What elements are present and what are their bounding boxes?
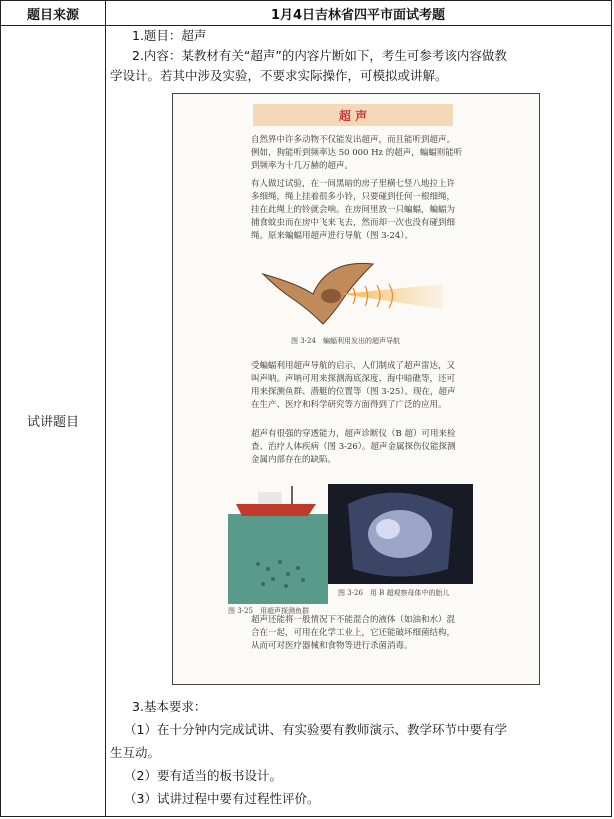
figure-3-26-caption: 图 3-26 用 B 超观察母体中的胎儿: [338, 589, 450, 597]
ship-fish-illustration: [228, 484, 328, 604]
row-label: 试讲题目: [1, 25, 106, 816]
textbook-paragraph-4: 超声有很强的穿透能力，超声诊断仪（B 超）可用来检查、治疗人体疾病（图 3-26）。超声金属探伤仪能探测金属内部存在的缺陷。: [251, 429, 456, 465]
ultrasound-image: [328, 484, 473, 584]
bat-illustration: [243, 254, 453, 334]
requirements-title: 3.基本要求：: [132, 699, 207, 714]
requirement-1-line-1: （1）在十分钟内完成试讲、有实验要有教师演示、教学环节中要有学: [124, 722, 507, 737]
figure-3-24-caption: 图 3-24 蝙蝠利用发出的超声导航: [291, 337, 400, 345]
source-value: 1月4日吉林省四平市面试考题: [270, 7, 446, 23]
textbook-paragraph-1: 自然界中许多动物不仅能发出超声，而且能听到超声。例如，狗能听到频率达 50 000 Hz 的超声，蝙蝠则能听到频率为十几万赫的超声。: [251, 135, 463, 171]
requirement-3: （3）试讲过程中要有过程性评价。: [124, 791, 320, 806]
desc-line-1: 2.内容：某教材有关“超声”的内容片断如下，考生可参考该内容做教: [132, 48, 507, 63]
source-label: 题目来源: [1, 1, 106, 25]
textbook-paragraph-5: 超声还能将一般情况下不能混合的液体（如油和水）混合在一起，可用在化学工业上，它还能破坏细菌结构，从而可对医疗器械和食物等进行杀菌消毒。: [251, 615, 456, 651]
topic-line: 1.题目：超声: [132, 28, 207, 43]
textbook-title: 超 声: [253, 104, 453, 126]
requirement-1-line-2: 生互动。: [110, 745, 161, 760]
table-header: [1, 1, 611, 26]
desc-line-2: 学设计。若其中涉及实验，不要求实际操作，可模拟或讲解。: [110, 68, 448, 83]
textbook-excerpt-image: [172, 93, 540, 685]
textbook-paragraph-3: 受蝙蝠利用超声导航的启示，人们制成了超声雷达，又叫声呐。声呐可用来探测海底深度、海中暗礁等，还可用来探测鱼群、潜艇的位置等（图 3-25）。现在，超声在生产、医疗和科学研究等方面得到了广泛的应用。: [251, 361, 456, 410]
textbook-paragraph-2: 有人做过试验，在一间黑暗的房子里横七竖八地拉上许多细绳，绳上挂着很多小铃，只要碰到任何一根细绳，挂在此绳上的铃就会响。在房间里放一只蝙蝠，蝙蝠为捕食蚊虫而在房中飞来飞去，然而却一次也没有碰到细绳。原来蝙蝠用超声进行导航（图 3-24）。: [251, 179, 456, 241]
figure-3-25-caption: 图 3-25 用超声探测鱼群: [228, 607, 309, 615]
requirement-2: （2）要有适当的板书设计。: [124, 768, 282, 783]
